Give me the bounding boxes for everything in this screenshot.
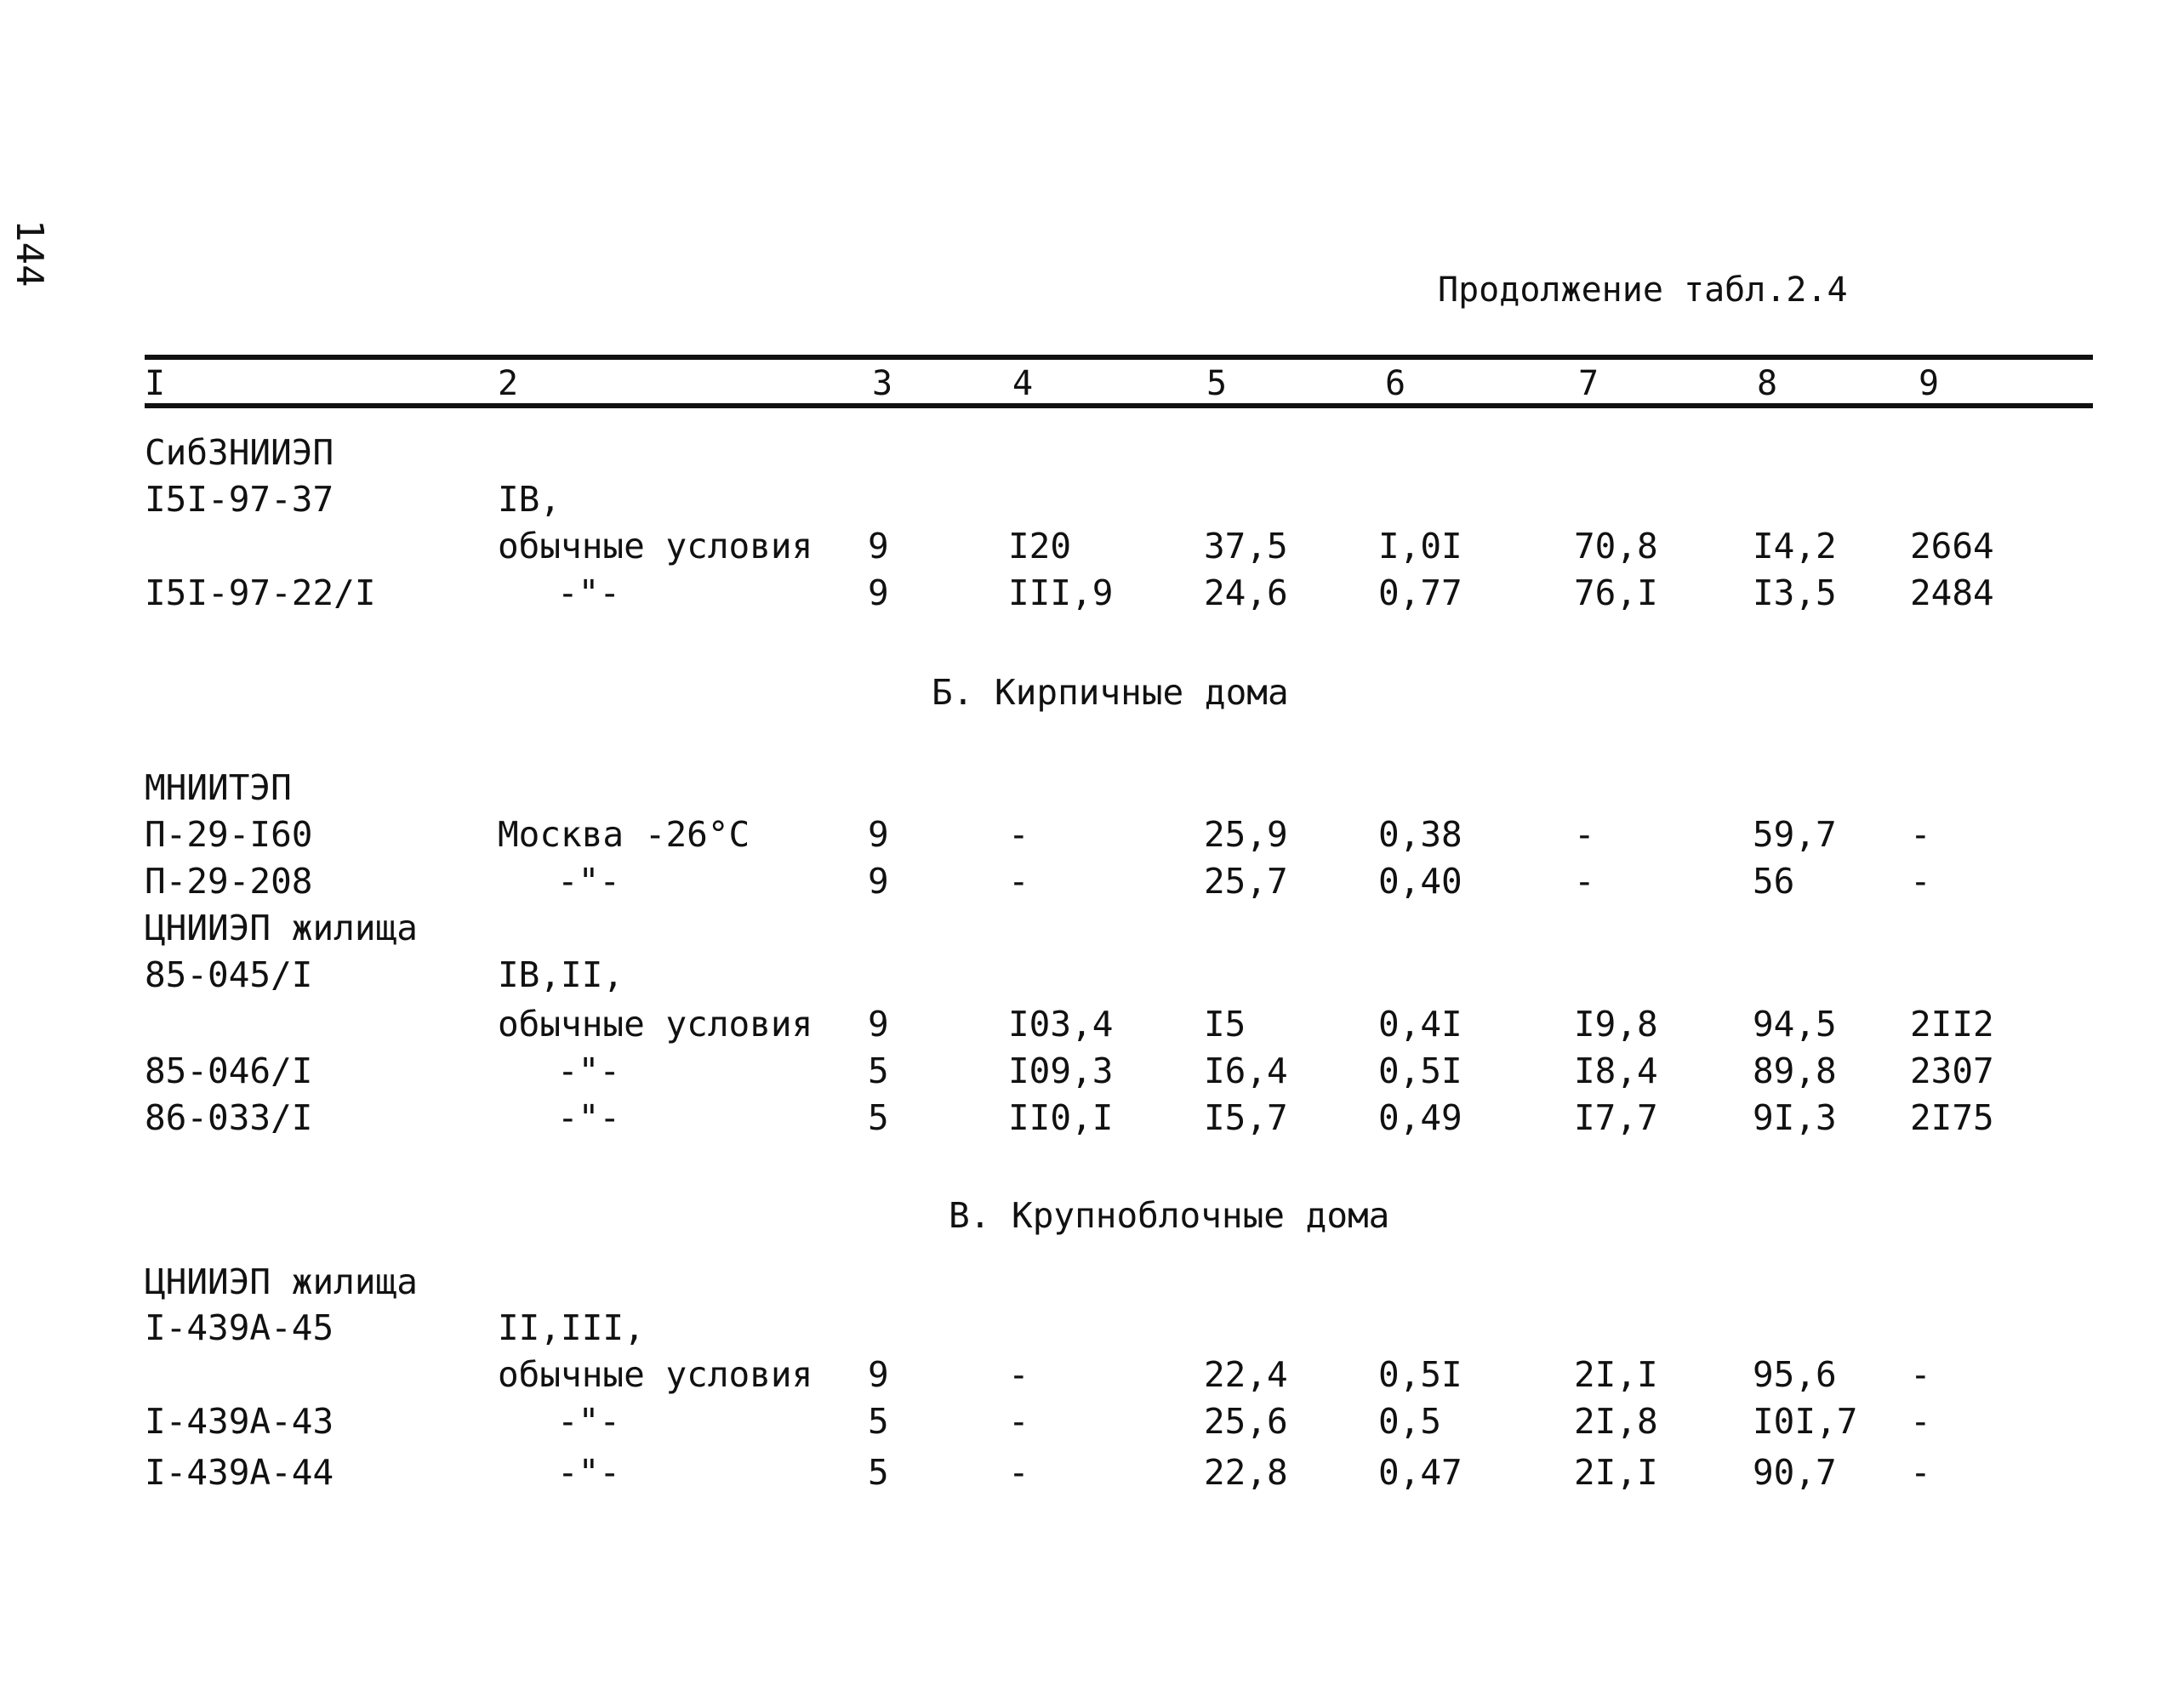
table-cell-col6: 0,38 xyxy=(1378,814,1463,855)
table-cell-col1: 85-046/I xyxy=(145,1050,313,1091)
table-header-rule xyxy=(145,403,2093,408)
table-cell-col9: - xyxy=(1910,814,1931,855)
table-cell-col3: 9 xyxy=(868,572,889,613)
table-cell-col6: 0,4I xyxy=(1378,1004,1463,1045)
section-title-blocks: В. Крупноблочные дома xyxy=(949,1195,1390,1236)
table-cell-col8: I3,5 xyxy=(1753,572,1837,613)
table-cell-col2: -"- xyxy=(557,861,621,902)
column-header-7: 7 xyxy=(1578,364,1599,403)
column-header-9: 9 xyxy=(1919,364,1940,403)
table-cell-col4: I09,3 xyxy=(1008,1050,1114,1091)
table-cell-col6: I,0I xyxy=(1378,526,1463,566)
table-cell-col1: МНИИТЭП xyxy=(145,767,292,808)
table-top-rule xyxy=(145,355,2093,360)
table-cell-col6: 0,5 xyxy=(1378,1401,1442,1442)
table-cell-col5: I6,4 xyxy=(1204,1050,1288,1091)
table-cell-col3: 5 xyxy=(868,1050,889,1091)
column-header-8: 8 xyxy=(1757,364,1778,403)
table-cell-col1: СибЗНИИЭП xyxy=(145,432,334,473)
table-cell-col5: 25,6 xyxy=(1204,1401,1288,1442)
table-cell-col2: обычные условия xyxy=(498,1354,813,1395)
column-header-3: 3 xyxy=(872,364,893,403)
table-cell-col2: обычные условия xyxy=(498,1004,813,1045)
table-cell-col5: 25,7 xyxy=(1204,861,1288,902)
table-cell-col8: 94,5 xyxy=(1753,1004,1837,1045)
table-cell-col4: I20 xyxy=(1008,526,1072,566)
table-cell-col3: 9 xyxy=(868,814,889,855)
table-cell-col5: 24,6 xyxy=(1204,572,1288,613)
table-cell-col5: 22,8 xyxy=(1204,1452,1288,1493)
table-cell-col7: - xyxy=(1574,814,1595,855)
table-cell-col1: П-29-208 xyxy=(145,861,313,902)
table-cell-col8: 59,7 xyxy=(1753,814,1837,855)
section-title-brick: Б. Кирпичные дома xyxy=(932,672,1289,713)
table-cell-col9: 2307 xyxy=(1910,1050,1994,1091)
table-cell-col3: 5 xyxy=(868,1452,889,1493)
table-cell-col5: I5 xyxy=(1204,1004,1246,1045)
column-header-2: 2 xyxy=(498,364,519,403)
table-cell-col5: 37,5 xyxy=(1204,526,1288,566)
page-number: 144 xyxy=(8,219,51,288)
table-cell-col2: -"- xyxy=(557,1097,621,1138)
table-cell-col4: - xyxy=(1008,1452,1029,1493)
table-cell-col3: 5 xyxy=(868,1401,889,1442)
table-cell-col8: 95,6 xyxy=(1753,1354,1837,1395)
table-cell-col3: 9 xyxy=(868,1354,889,1395)
table-cell-col8: 9I,3 xyxy=(1753,1097,1837,1138)
table-cell-col1: I-439А-45 xyxy=(145,1307,334,1348)
table-cell-col6: 0,47 xyxy=(1378,1452,1463,1493)
table-cell-col2: -"- xyxy=(557,572,621,613)
table-cell-col7: 2I,I xyxy=(1574,1354,1658,1395)
table-cell-col3: 9 xyxy=(868,526,889,566)
table-cell-col7: I9,8 xyxy=(1574,1004,1658,1045)
table-cell-col7: I8,4 xyxy=(1574,1050,1658,1091)
table-cell-col9: - xyxy=(1910,861,1931,902)
table-cell-col8: 89,8 xyxy=(1753,1050,1837,1091)
table-cell-col1: ЦНИИЭП жилища xyxy=(145,908,418,948)
table-cell-col1: I5I-97-22/I xyxy=(145,572,376,613)
table-cell-col4: - xyxy=(1008,814,1029,855)
table-cell-col7: 2I,I xyxy=(1574,1452,1658,1493)
table-cell-col1: I5I-97-37 xyxy=(145,479,334,520)
table-cell-col9: - xyxy=(1910,1354,1931,1395)
table-cell-col9: 2II2 xyxy=(1910,1004,1994,1045)
table-cell-col8: I0I,7 xyxy=(1753,1401,1858,1442)
column-header-5: 5 xyxy=(1206,364,1228,403)
table-cell-col5: 22,4 xyxy=(1204,1354,1288,1395)
table-cell-col2: -"- xyxy=(557,1050,621,1091)
table-cell-col1: П-29-I60 xyxy=(145,814,313,855)
table-cell-col4: - xyxy=(1008,861,1029,902)
table-cell-col6: 0,49 xyxy=(1378,1097,1463,1138)
table-cell-col2: -"- xyxy=(557,1401,621,1442)
table-cell-col6: 0,5I xyxy=(1378,1050,1463,1091)
column-header-6: 6 xyxy=(1385,364,1406,403)
table-cell-col8: 56 xyxy=(1753,861,1795,902)
table-cell-col7: 76,I xyxy=(1574,572,1658,613)
table-cell-col1: I-439А-44 xyxy=(145,1452,334,1493)
table-cell-col8: 90,7 xyxy=(1753,1452,1837,1493)
table-cell-col7: - xyxy=(1574,861,1595,902)
table-cell-col9: - xyxy=(1910,1452,1931,1493)
table-cell-col2: обычные условия xyxy=(498,526,813,566)
table-cell-col9: - xyxy=(1910,1401,1931,1442)
column-header-1: I xyxy=(145,364,166,403)
table-cell-col1: 86-033/I xyxy=(145,1097,313,1138)
table-cell-col6: 0,40 xyxy=(1378,861,1463,902)
table-cell-col6: 0,77 xyxy=(1378,572,1463,613)
table-cell-col9: 2I75 xyxy=(1910,1097,1994,1138)
table-cell-col9: 2664 xyxy=(1910,526,1994,566)
table-cell-col4: I03,4 xyxy=(1008,1004,1114,1045)
table-cell-col2: -"- xyxy=(557,1452,621,1493)
table-cell-col5: 25,9 xyxy=(1204,814,1288,855)
table-cell-col7: 70,8 xyxy=(1574,526,1658,566)
column-header-4: 4 xyxy=(1012,364,1034,403)
table-cell-col4: - xyxy=(1008,1401,1029,1442)
table-cell-col1: 85-045/I xyxy=(145,954,313,995)
table-cell-col1: I-439А-43 xyxy=(145,1401,334,1442)
table-cell-col2: IВ,II, xyxy=(498,954,624,995)
table-cell-col9: 2484 xyxy=(1910,572,1994,613)
table-cell-col7: 2I,8 xyxy=(1574,1401,1658,1442)
table-cell-col4: - xyxy=(1008,1354,1029,1395)
table-cell-col5: I5,7 xyxy=(1204,1097,1288,1138)
table-cell-col3: 5 xyxy=(868,1097,889,1138)
table-cell-col3: 9 xyxy=(868,1004,889,1045)
table-cell-col3: 9 xyxy=(868,861,889,902)
table-cell-col1: ЦНИИЭП жилища xyxy=(145,1261,418,1302)
table-cell-col4: III,9 xyxy=(1008,572,1114,613)
table-cell-col8: I4,2 xyxy=(1753,526,1837,566)
table-cell-col2: Москва -26°C xyxy=(498,814,750,855)
table-cell-col2: II,III, xyxy=(498,1307,645,1348)
table-cell-col7: I7,7 xyxy=(1574,1097,1658,1138)
table-cell-col6: 0,5I xyxy=(1378,1354,1463,1395)
table-cell-col2: IВ, xyxy=(498,479,562,520)
table-caption: Продолжение табл.2.4 xyxy=(1438,270,1848,310)
table-cell-col4: II0,I xyxy=(1008,1097,1114,1138)
